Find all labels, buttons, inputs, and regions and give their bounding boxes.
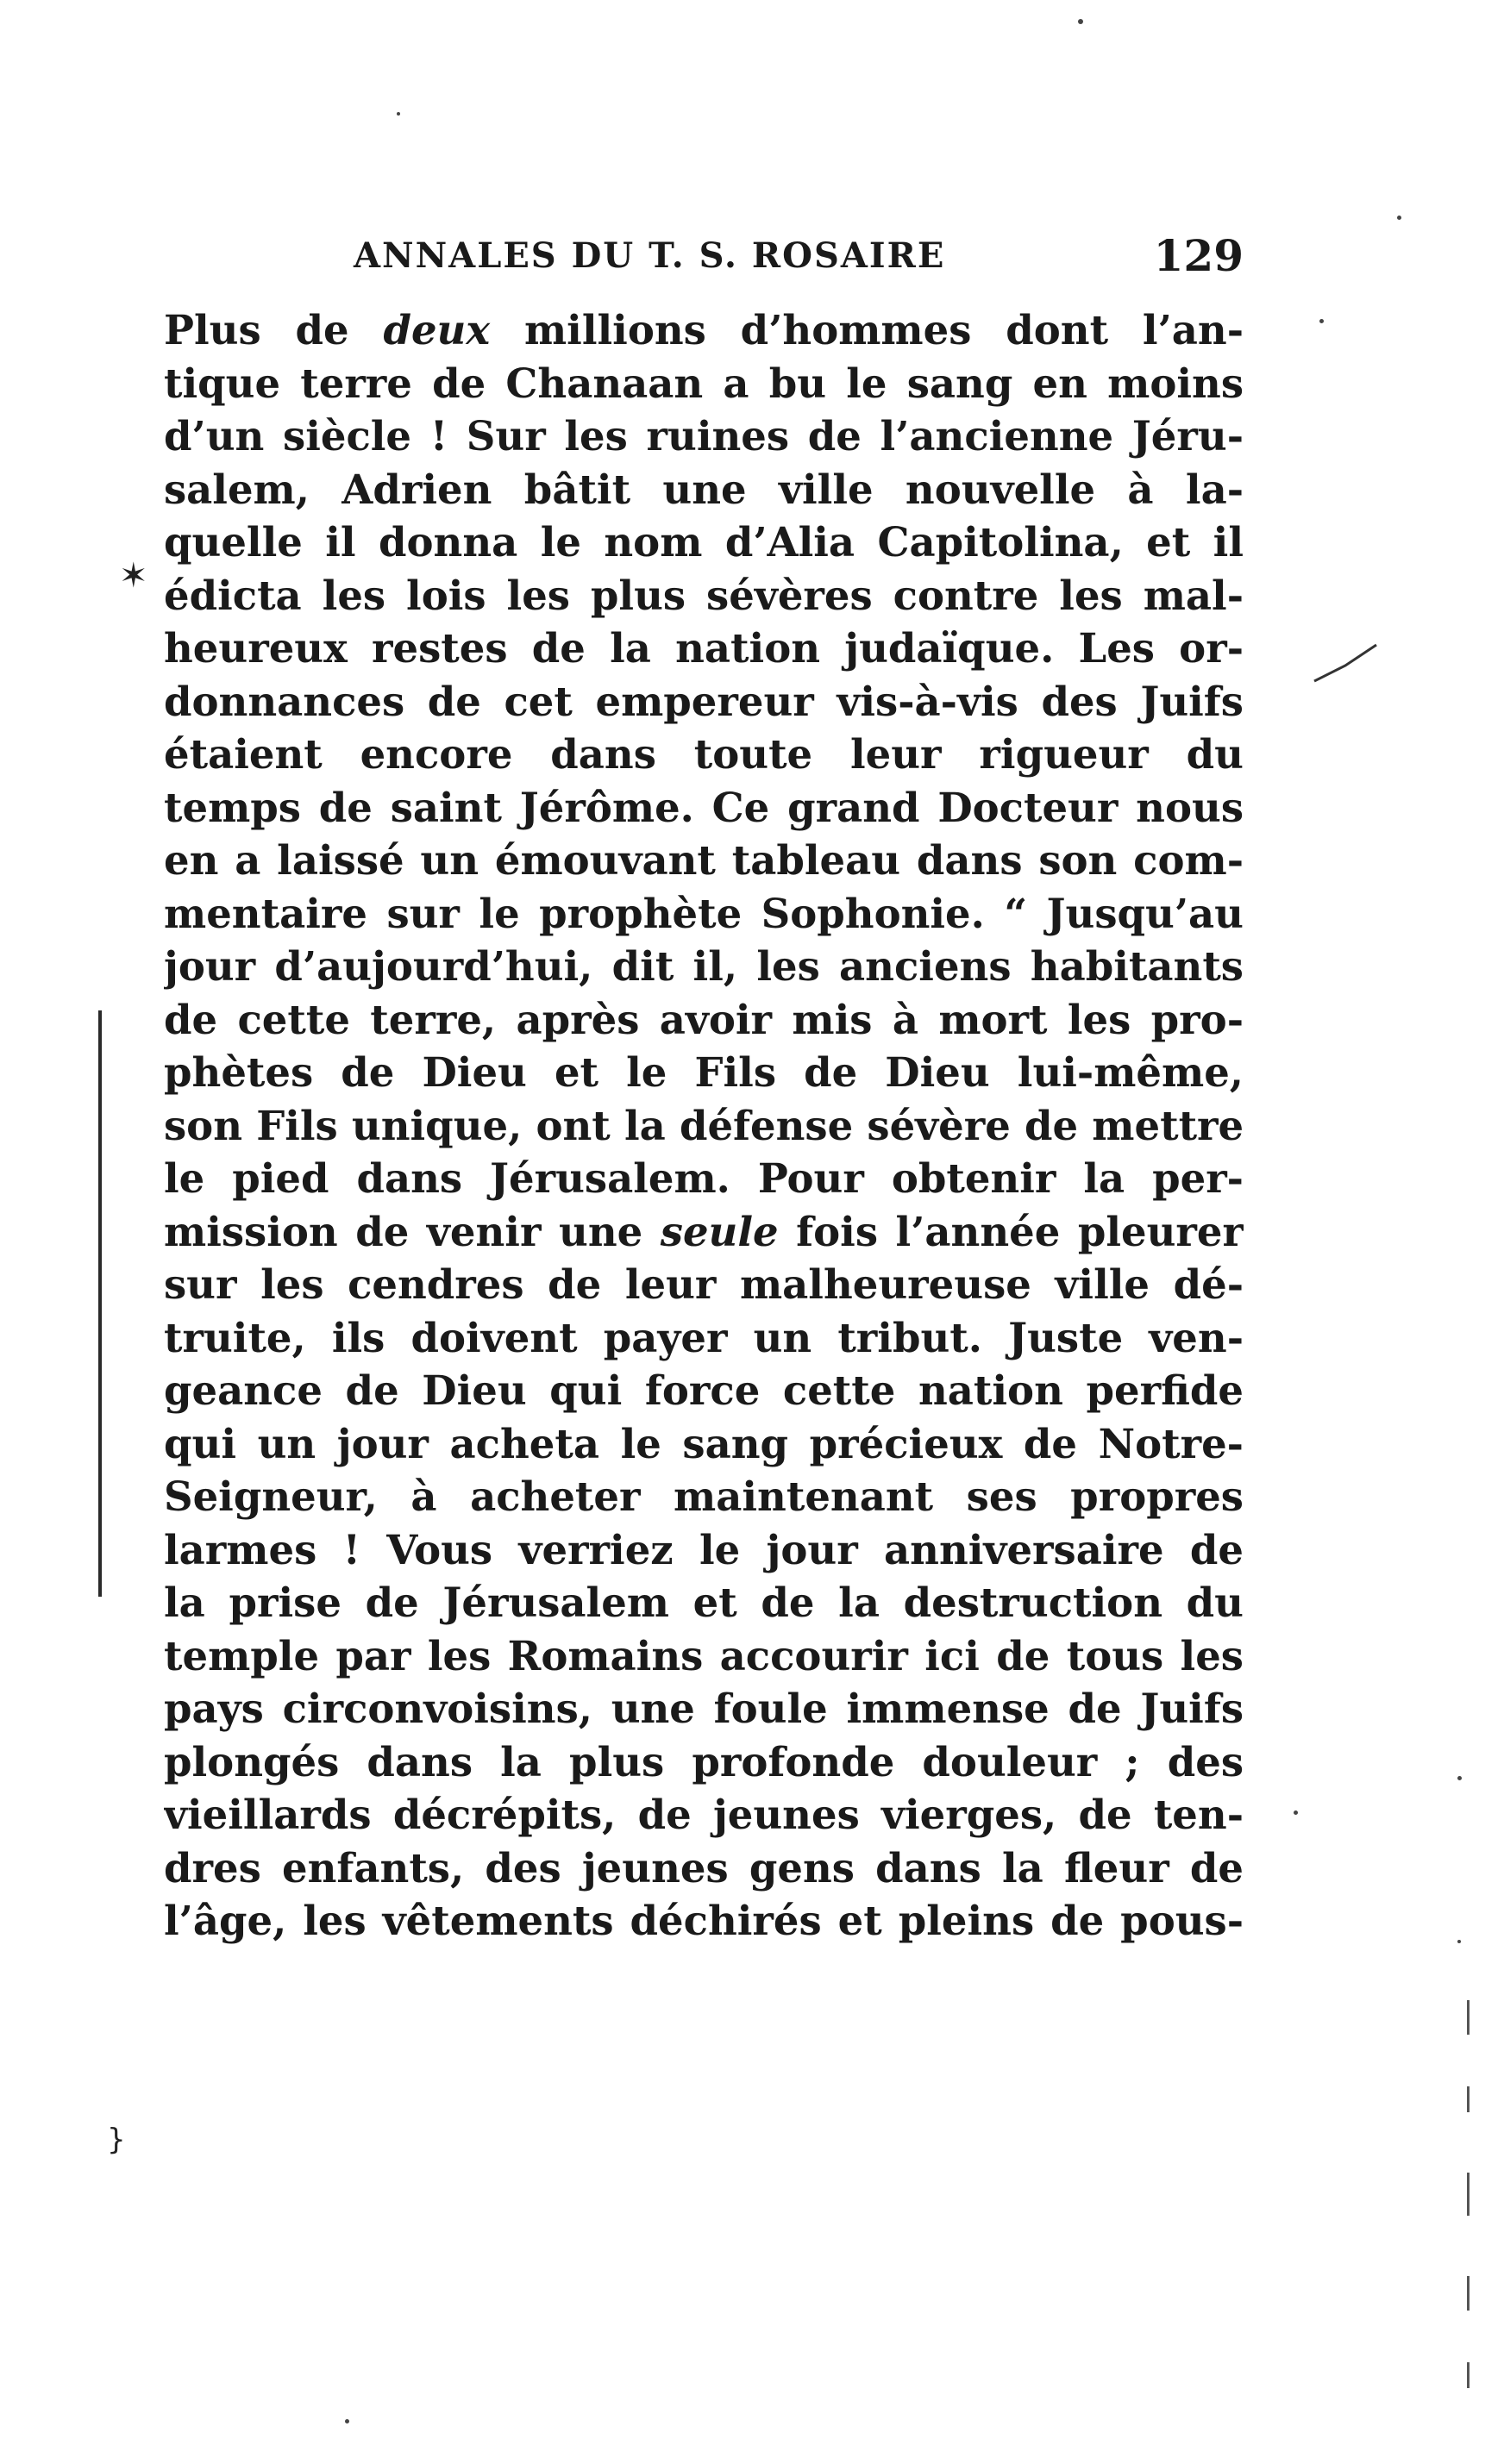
text-line: la prise de Jérusalem et de la destruction du	[164, 1579, 1244, 1626]
edge-mark	[1467, 2086, 1470, 2112]
edge-mark	[1467, 2173, 1470, 2216]
paper-speck	[1319, 319, 1324, 323]
text-line: dres enfants, des jeunes gens dans la fleur de	[164, 1843, 1244, 1892]
paper-speck	[1078, 19, 1083, 24]
edge-mark	[1467, 2276, 1470, 2311]
text-line: étaient encore dans toute leur rigueur du	[164, 730, 1244, 778]
margin-mark: ✶	[119, 556, 148, 596]
text-line: donnances de cet empereur vis-à-vis des Juifs	[164, 677, 1244, 725]
running-head	[354, 226, 1244, 286]
page-number: 129	[1153, 230, 1244, 281]
text-line: en a laissé un émouvant tableau dans son com-	[164, 836, 1244, 884]
paper-speck	[1457, 1776, 1462, 1780]
text-line: geance de Dieu qui force cette nation perfide	[164, 1366, 1244, 1414]
edge-mark	[1467, 2362, 1470, 2388]
text-line: l’âge, les vêtements déchirés et pleins de pous-	[164, 1897, 1244, 1944]
text-line: édicta les lois les plus sévères contre les mal-	[164, 571, 1244, 619]
text-line: le pied dans Jérusalem. Pour obtenir la per-	[164, 1154, 1244, 1202]
paper-speck	[1294, 1810, 1298, 1815]
text-line: phètes de Dieu et le Fils de Dieu lui-même,	[164, 1048, 1244, 1096]
text-line: larmes ! Vous verriez le jour anniversaire de	[164, 1525, 1244, 1573]
italic-word: deux	[383, 306, 491, 353]
edge-mark	[1467, 2000, 1470, 2035]
text-line: temps de saint Jérôme. Ce grand Docteur nous	[164, 783, 1244, 831]
text-line: mission de venir une seule fois l’année pleurer	[164, 1207, 1244, 1255]
pencil-tick-mark	[1311, 638, 1380, 690]
text-line: Plus de deux millions d’hommes dont l’an-	[164, 306, 1244, 353]
text-line: truite, ils doivent payer un tribut. Juste ven-	[164, 1313, 1244, 1361]
text-line: qui un jour acheta le sang précieux de Notre-	[164, 1419, 1244, 1467]
running-head-title: ANNALES DU T. S. ROSAIRE	[354, 235, 946, 276]
text-line: temple par les Romains accourir ici de tous les	[164, 1631, 1244, 1679]
text-line: sur les cendres de leur malheureuse ville dé-	[164, 1260, 1244, 1308]
text-line: pays circonvoisins, une foule immense de Juifs	[164, 1685, 1244, 1732]
paper-speck	[397, 112, 400, 116]
text-line: vieillards décrépits, de jeunes vierges, de ten-	[164, 1791, 1244, 1838]
paper-speck	[1457, 1940, 1461, 1943]
text-line: quelle il donna le nom d’Alia Capitolina, et il	[164, 518, 1244, 566]
margin-rule	[98, 1010, 102, 1597]
text-line: plongés dans la plus profonde douleur ; des	[164, 1737, 1244, 1785]
text-line: d’un siècle ! Sur les ruines de l’ancienne Jéru-	[164, 412, 1244, 460]
text-line: heureux restes de la nation judaïque. Les or-	[164, 624, 1244, 672]
text-line: Seigneur, à acheter maintenant ses propres	[164, 1473, 1244, 1520]
text-line: jour d’aujourd’hui, dit il, les anciens habitants	[164, 942, 1244, 990]
text-line: mentaire sur le prophète Sophonie. “ Jusqu’au	[164, 889, 1244, 937]
body-text	[164, 303, 1244, 1948]
paper-speck	[1397, 216, 1401, 220]
text-line: de cette terre, après avoir mis à mort les pro-	[164, 995, 1244, 1043]
margin-mark: }	[107, 2123, 126, 2157]
paper-speck	[345, 2419, 349, 2423]
text-line: salem, Adrien bâtit une ville nouvelle à la-	[164, 465, 1244, 513]
italic-word: seule	[660, 1207, 779, 1255]
text-line: tique terre de Chanaan a bu le sang en moins	[164, 359, 1244, 407]
text-line: son Fils unique, ont la défense sévère de mettre	[164, 1101, 1244, 1149]
